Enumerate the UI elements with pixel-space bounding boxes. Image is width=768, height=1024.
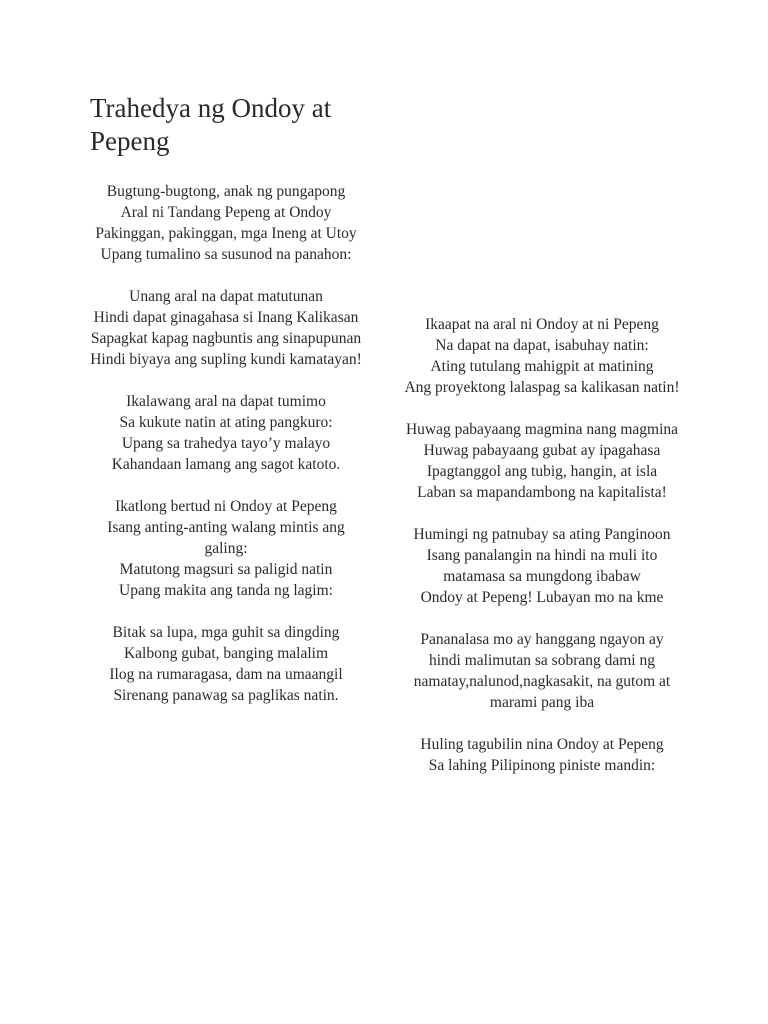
poem-line: Bitak sa lupa, mga guhit sa dingding	[112, 624, 340, 641]
stanza	[404, 524, 680, 608]
stanza	[404, 629, 680, 713]
poem-line: Ondoy at Pepeng! Lubayan mo na kme	[420, 589, 664, 606]
poem-line: Unang aral na dapat matutunan	[129, 288, 323, 305]
poem-line: Aral ni Tandang Pepeng at Ondoy	[120, 204, 332, 221]
poem-line: Matutong magsuri sa paligid natin	[119, 561, 333, 578]
stanza	[90, 391, 362, 475]
poem-line: Isang panalangin na hindi na muli ito matamasa sa mungdong ibabaw	[426, 547, 658, 585]
poem-line: Upang tumalino sa susunod na panahon:	[100, 246, 352, 263]
poem-line: Laban sa mapandambong na kapitalista!	[417, 484, 667, 501]
stanza	[90, 286, 362, 370]
poem-line: Sa kukute natin at ating pangkuro:	[119, 414, 333, 431]
poem-line: Sapagkat kapag nagbuntis ang sinapupunan	[90, 330, 362, 347]
stanza	[404, 314, 680, 398]
poem-line: Huling tagubilin nina Ondoy at Pepeng	[420, 736, 664, 753]
poem-line: Isang anting-anting walang mintis ang galing:	[107, 519, 345, 557]
poem-line: Ang proyektong lalaspag sa kalikasan natin!	[404, 379, 680, 396]
stanza	[90, 622, 362, 706]
poem-line: Sirenang panawag sa paglikas natin.	[113, 687, 339, 704]
stanza	[90, 181, 362, 265]
poem-line: Ikaapat na aral ni Ondoy at ni Pepeng	[425, 316, 659, 333]
stanza	[90, 496, 362, 601]
stanza	[404, 734, 680, 776]
poem-line: Ating tutulang mahigpit at matining	[430, 358, 654, 375]
poem-line: Pakinggan, pakinggan, mga Ineng at Utoy	[95, 225, 357, 242]
poem-line: Kahandaan lamang ang sagot katoto.	[111, 456, 341, 473]
poem-line: Pananalasa mo ay hanggang ngayon ay hindi malimutan sa sobrang dami ng namatay,nalunod,nagkasakit, na gutom at marami pang iba	[413, 631, 671, 711]
poem-line: Hindi dapat ginagahasa si Inang Kalikasan	[93, 309, 359, 326]
poem-line: Bugtung-bugtong, anak ng pungapong	[106, 183, 346, 200]
poem-line: Kalbong gubat, banging malalim	[123, 645, 329, 662]
stanza	[404, 419, 680, 503]
poem-title: Trahedya ng Ondoy at Pepeng	[90, 93, 332, 156]
poem-line: Ikatlong bertud ni Ondoy at Pepeng	[115, 498, 337, 515]
poem-line: Huwag pabayaang magmina nang magmina	[405, 421, 679, 438]
poem-line: Na dapat na dapat, isabuhay natin:	[435, 337, 649, 354]
poem-line: Upang makita ang tanda ng lagim:	[119, 582, 333, 599]
poem-line: Huwag pabayaang gubat ay ipagahasa	[423, 442, 661, 459]
poem-line: Sa lahing Pilipinong piniste mandin:	[428, 757, 656, 774]
poem-line: Ilog na rumaragasa, dam na umaangil	[109, 666, 343, 683]
poem-line: Humingi ng patnubay sa ating Panginoon	[413, 526, 671, 543]
poem-column-right	[404, 314, 680, 797]
poem-line: Upang sa trahedya tayo’y malayo	[121, 435, 331, 452]
poem-column-left	[90, 181, 362, 727]
poem-line: Hindi biyaya ang supling kundi kamatayan!	[90, 351, 362, 368]
poem-line: Ikalawang aral na dapat tumimo	[126, 393, 326, 410]
poem-line: Ipagtanggol ang tubig, hangin, at isla	[426, 463, 658, 480]
